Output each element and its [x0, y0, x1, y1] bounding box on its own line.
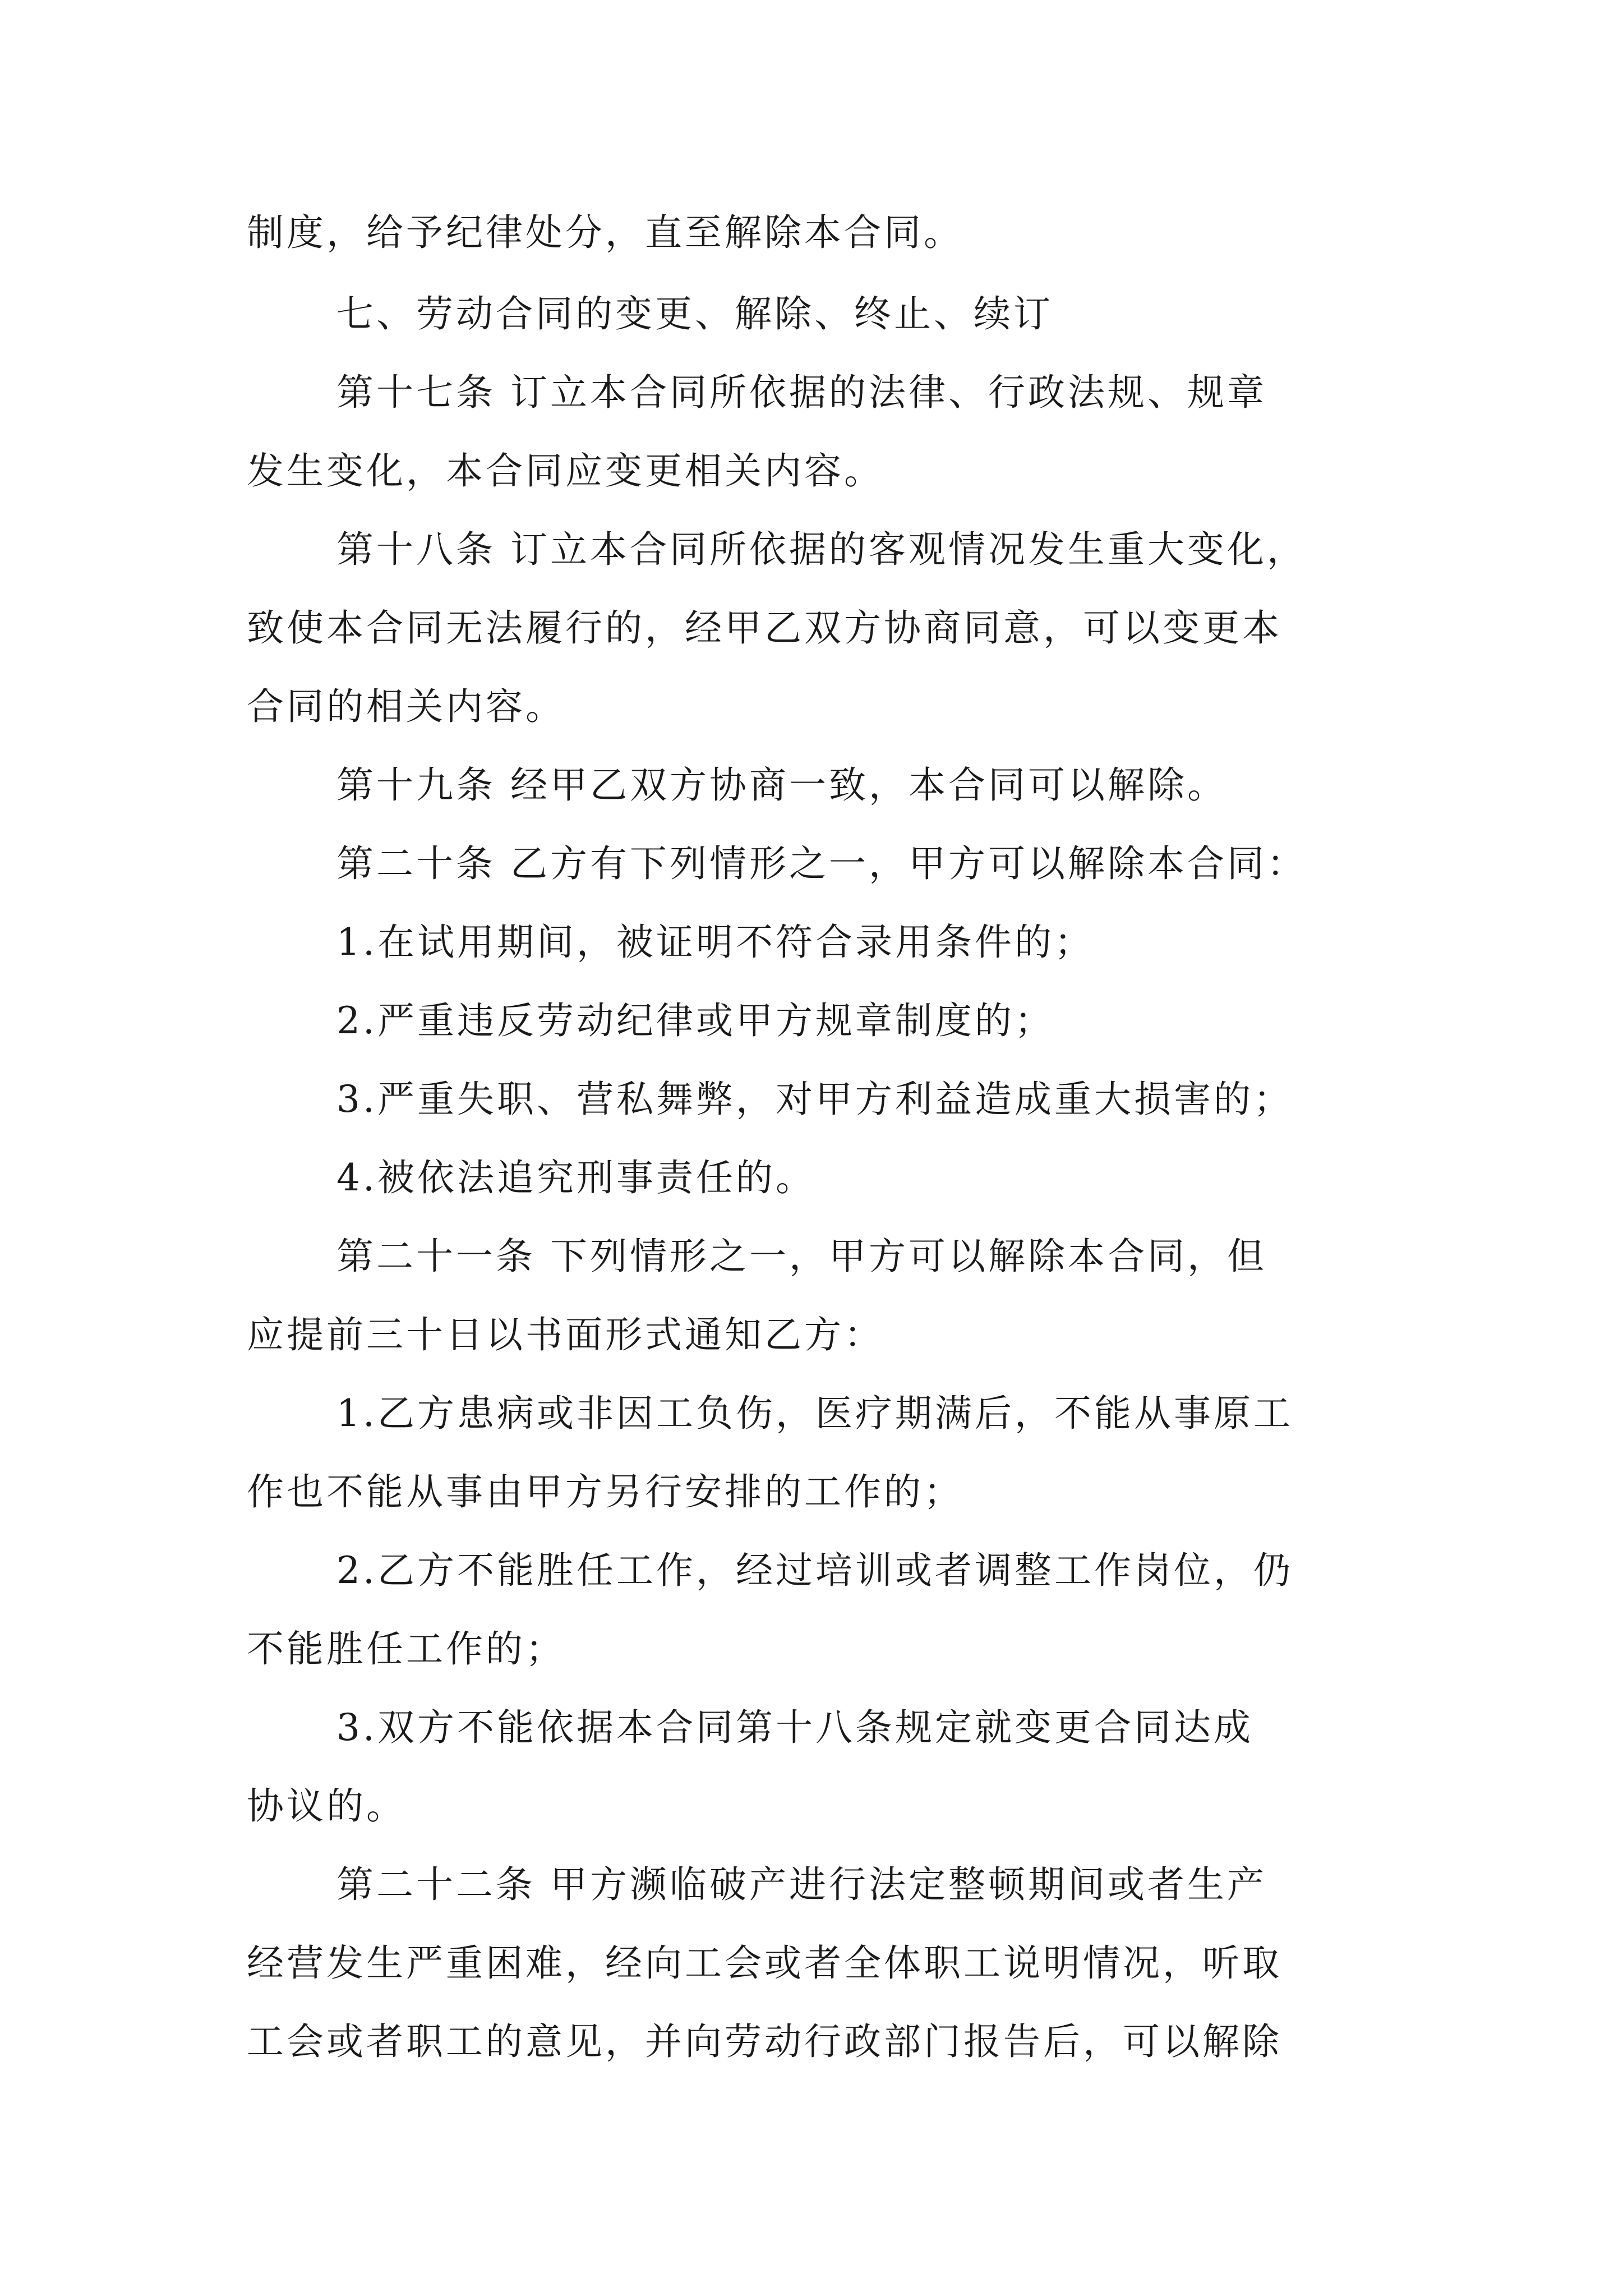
list-item: 2.严重违反劳动纪律或甲方规章制度的；	[336, 999, 1054, 1042]
text-line: 第十七条 订立本合同所依据的法律、行政法规、规章	[336, 371, 1267, 414]
text-line: 第十九条 经甲乙双方协商一致，本合同可以解除。	[336, 763, 1227, 807]
list-item: 1.乙方患病或非因工负伤，医疗期满后，不能从事原工	[336, 1392, 1293, 1435]
list-item: 3.严重失职、营私舞弊，对甲方利益造成重大损害的；	[336, 1078, 1293, 1121]
text-line: 应提前三十日以书面形式通知乙方：	[247, 1313, 884, 1356]
text-line: 经营发生严重困难，经向工会或者全体职工说明情况，听取	[247, 1941, 1282, 1985]
list-item: 1.在试用期间，被证明不符合录用条件的；	[336, 921, 1094, 964]
text-line: 第二十一条 下列情形之一，甲方可以解除本合同，但	[336, 1235, 1267, 1278]
list-item: 2.乙方不能胜任工作，经过培训或者调整工作岗位，仍	[336, 1549, 1293, 1592]
text-line: 作也不能从事由甲方另行安排的工作的；	[247, 1470, 963, 1513]
text-line: 第十八条 订立本合同所依据的客观情况发生重大变化，	[336, 528, 1307, 571]
text-line: 第二十条 乙方有下列情形之一，甲方可以解除本合同：	[336, 842, 1307, 885]
list-item: 3.双方不能依据本合同第十八条规定就变更合同达成	[336, 1706, 1253, 1749]
text-line: 协议的。	[247, 1784, 406, 1828]
list-item: 4.被依法追究刑事责任的。	[336, 1156, 815, 1199]
text-line: 制度，给予纪律处分，直至解除本合同。	[247, 211, 963, 254]
text-line: 发生变化，本合同应变更相关内容。	[247, 449, 884, 493]
text-line: 工会或者职工的意见，并向劳动行政部门报告后，可以解除	[247, 2020, 1282, 2063]
text-line: 第二十二条 甲方濒临破产进行法定整顿期间或者生产	[336, 1863, 1267, 1906]
text-line: 不能胜任工作的；	[247, 1627, 565, 1671]
section-heading: 七、劳动合同的变更、解除、终止、续订	[336, 292, 1053, 335]
text-line: 合同的相关内容。	[247, 685, 565, 728]
text-line: 致使本合同无法履行的，经甲乙双方协商同意，可以变更本	[247, 606, 1282, 650]
